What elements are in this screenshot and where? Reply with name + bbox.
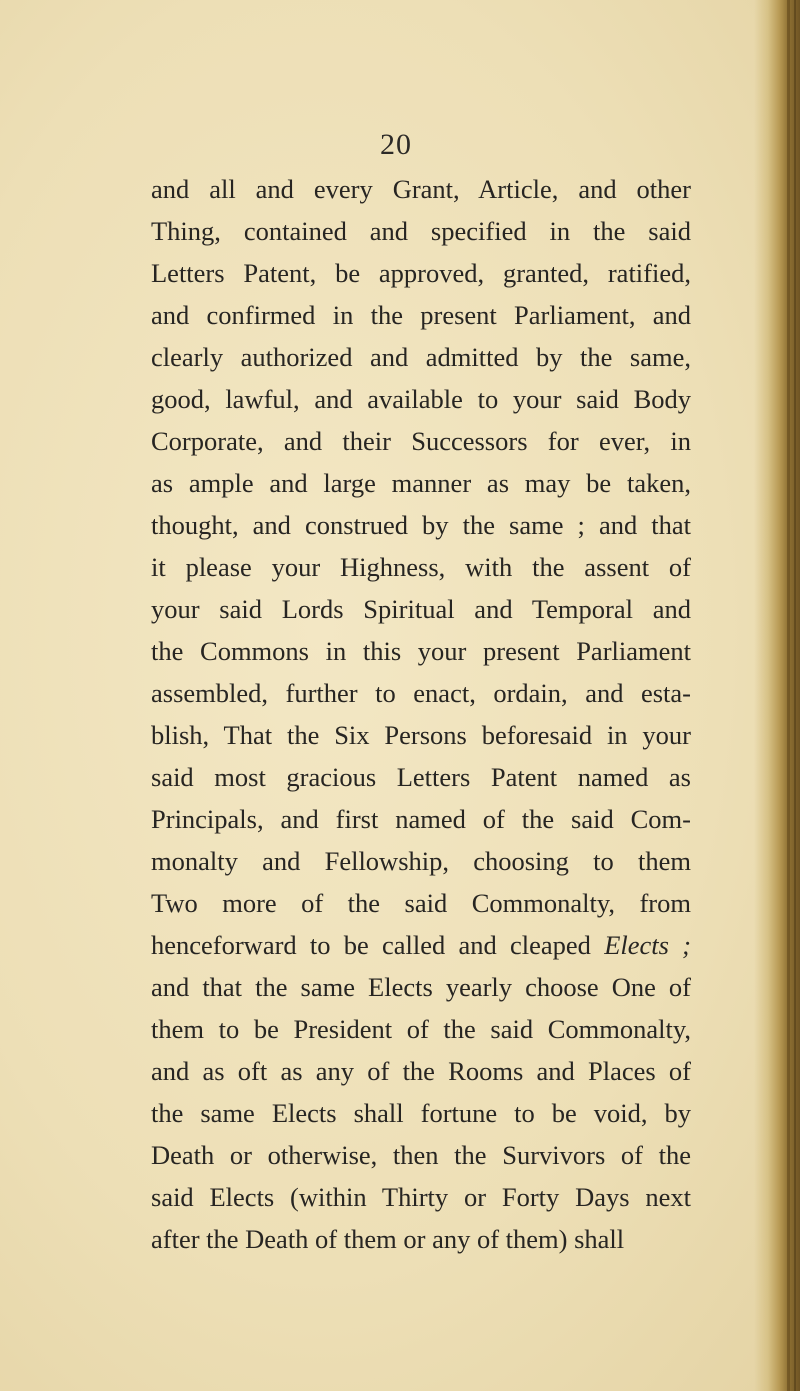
text-line: it please your Highness, with the assent of — [151, 552, 691, 582]
text-line-segment: henceforward to be called and cleaped — [151, 930, 605, 960]
binding-shadow-line — [787, 0, 790, 1391]
text-line: Letters Patent, be approved, granted, ratified, — [151, 258, 691, 288]
text-line: and that the same Elects yearly choose One of — [151, 972, 691, 1002]
text-line: them to be President of the said Commonalty, — [151, 1014, 691, 1044]
text-line: good, lawful, and available to your said Body — [151, 384, 691, 414]
text-line: and confirmed in the present Parliament, and — [151, 300, 691, 330]
text-line: monalty and Fellowship, choosing to them — [151, 846, 691, 876]
text-line: said Elects (within Thirty or Forty Days next — [151, 1182, 691, 1212]
text-line: after the Death of them or any of them) shall — [151, 1224, 625, 1254]
body-text — [151, 168, 691, 1260]
text-line — [151, 924, 691, 966]
text-line: Death or otherwise, then the Survivors of the — [151, 1140, 691, 1170]
text-line: clearly authorized and admitted by the same, — [151, 342, 691, 372]
text-line: and all and every Grant, Article, and other — [151, 174, 691, 204]
page-number: 20 — [380, 128, 412, 161]
text-line: blish, That the Six Persons beforesaid in your — [151, 720, 691, 750]
text-line: thought, and construed by the same ; and that — [151, 510, 691, 540]
italic-term-elects: Elects ; — [604, 930, 692, 960]
text-line: Thing, contained and specified in the said — [151, 216, 691, 246]
text-line: assembled, further to enact, ordain, and esta- — [151, 678, 691, 708]
text-line: said most gracious Letters Patent named as — [151, 762, 691, 792]
text-line: your said Lords Spiritual and Temporal and — [151, 594, 691, 624]
text-line: the same Elects shall fortune to be void, by — [151, 1098, 691, 1128]
text-line: Principals, and first named of the said Com- — [151, 804, 691, 834]
binding-shadow-line — [794, 0, 796, 1391]
text-line: Two more of the said Commonalty, from — [151, 888, 691, 918]
text-line: and as oft as any of the Rooms and Places of — [151, 1056, 691, 1086]
text-line: Corporate, and their Successors for ever, in — [151, 426, 691, 456]
text-line: the Commons in this your present Parliament — [151, 636, 691, 666]
text-line: as ample and large manner as may be taken, — [151, 468, 691, 498]
